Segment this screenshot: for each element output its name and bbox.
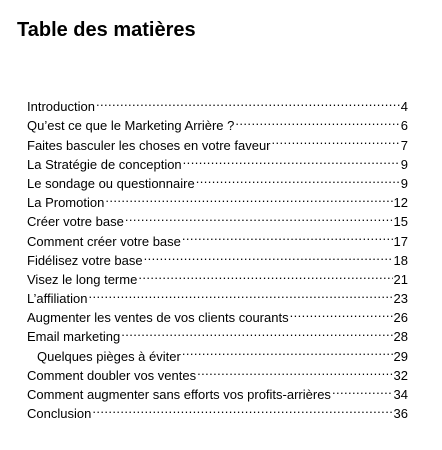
toc-entry-label: Quelques pièges à éviter [37, 348, 181, 364]
toc-entry-page-number: 32 [393, 367, 408, 383]
toc-entry-label: Comment augmenter sans efforts vos profits-arrières [27, 387, 331, 402]
toc-entry-label: Comment doubler vos ventes [27, 367, 197, 383]
table-of-contents [27, 92, 408, 422]
toc-entry-label: La Stratégie de conception [27, 156, 182, 172]
dot-leader [137, 265, 392, 284]
toc-entry-label: Fidélisez votre base [27, 252, 143, 268]
toc-entry-page-number: 26 [393, 310, 408, 326]
toc-entry-page-number: 7 [400, 137, 408, 153]
toc-entry-page-number: 12 [393, 195, 408, 211]
toc-entry[interactable] [27, 92, 408, 115]
toc-entry-page-number: 15 [393, 214, 408, 230]
dot-leader [104, 188, 392, 207]
dot-leader [181, 226, 393, 245]
page-title: Table des matières [17, 19, 196, 41]
toc-entry-label: Conclusion [27, 406, 92, 422]
dot-leader [95, 92, 400, 111]
dot-leader [91, 399, 392, 418]
dot-leader [182, 150, 400, 169]
toc-entry-label: Introduction [27, 99, 95, 115]
dot-leader [234, 111, 399, 130]
toc-entry-page-number: 18 [393, 252, 408, 268]
toc-entry-page-number: 28 [393, 329, 408, 345]
toc-entry-page-number: 9 [400, 175, 408, 191]
toc-entry-label: Visez le long terme [27, 271, 138, 287]
dot-leader [289, 303, 393, 322]
toc-entry-page-number: 36 [393, 406, 408, 422]
dot-leader [331, 380, 393, 399]
toc-entry-label: Email marketing [27, 329, 121, 345]
dot-leader [124, 207, 393, 226]
toc-entry-page-number: 17 [393, 233, 408, 249]
dot-leader [120, 322, 392, 341]
toc-entry-page-number: 4 [400, 99, 408, 115]
dot-leader [181, 341, 393, 360]
toc-entry-label: Comment créer votre base [27, 233, 181, 249]
toc-entry-label: Qu’est ce que le Marketing Arrière ? [27, 118, 235, 134]
toc-entry-page-number: 21 [393, 271, 408, 287]
toc-entry-label: Créer votre base [27, 214, 124, 230]
dot-leader [195, 169, 400, 188]
toc-entry-label: Augmenter les ventes de vos clients courants [27, 310, 289, 326]
toc-entry-page-number: 29 [393, 348, 408, 364]
dot-leader [196, 361, 392, 380]
toc-entry-label: Faites basculer les choses en votre faveur [27, 137, 271, 153]
toc-entry-label: Le sondage ou questionnaire [27, 175, 195, 191]
toc-entry-page-number: 6 [400, 118, 408, 134]
toc-entry-label: L’affiliation [27, 291, 88, 307]
toc-entry-page-number: 34 [393, 387, 408, 402]
toc-entry-page-number: 23 [393, 291, 408, 307]
dot-leader [271, 130, 400, 149]
toc-entry-page-number: 9 [400, 156, 408, 172]
dot-leader [87, 284, 392, 303]
toc-entry-label: La Promotion [27, 195, 105, 211]
dot-leader [143, 246, 393, 265]
